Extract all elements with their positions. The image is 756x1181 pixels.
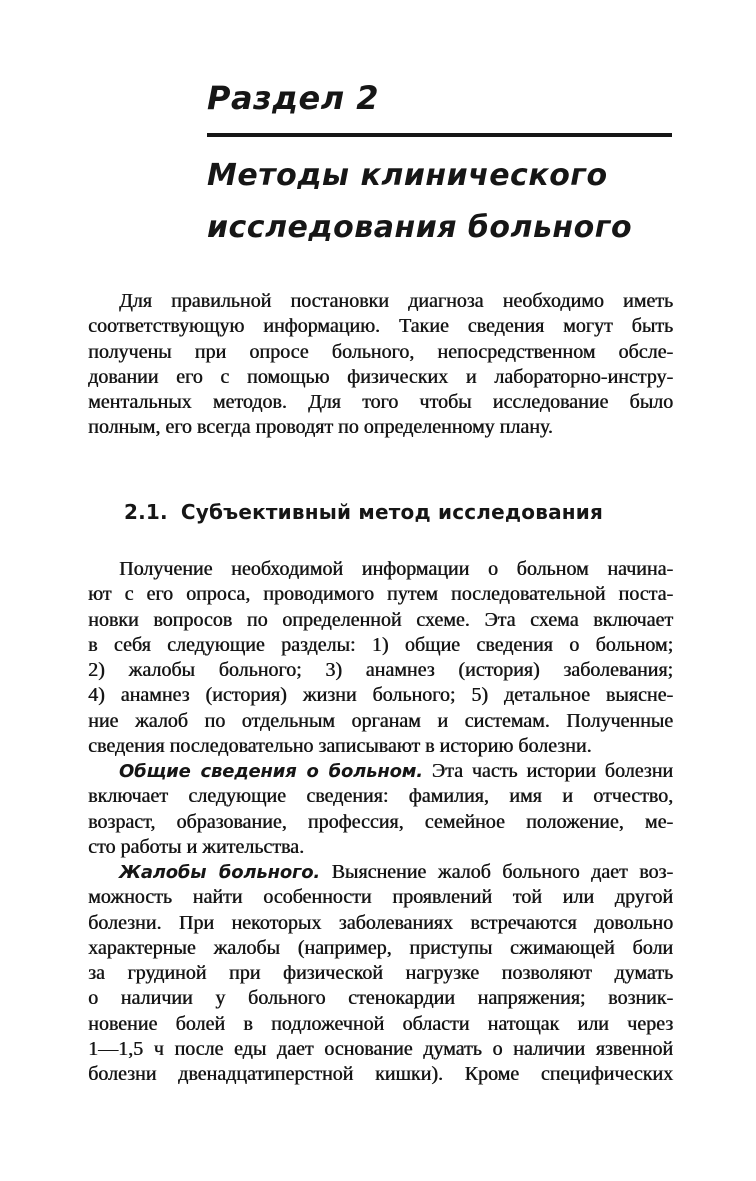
paragraph-lead-label: Общие сведения о больном. — [119, 761, 423, 782]
text-line: ют с его опроса, проводимого путем последовательной поста- — [88, 583, 673, 606]
section-heading — [124, 500, 603, 524]
text-line: новение болей в подложечной области натощак или через — [88, 1012, 673, 1035]
text-line: Общие сведения о больном. Эта часть истории болезни — [119, 760, 673, 782]
text-line: ментальных методов. Для того чтобы исследование было — [88, 391, 673, 414]
section-number: 2.1. — [124, 500, 168, 524]
text-line: полным, его всегда проводят по определенному плану. — [88, 416, 553, 439]
text-line: 2) жалобы больного; 3) анамнез (история) заболевания; — [88, 659, 673, 682]
paragraph-intro — [88, 289, 673, 441]
text-line: соответствующую информацию. Такие сведения могут быть — [88, 315, 673, 338]
text-line: включает следующие сведения: фамилия, имя и отчество, — [88, 785, 673, 808]
text-line: ние жалоб по отдельным органам и системам. Полученные — [88, 709, 673, 732]
text-line: характерные жалобы (например, приступы сжимающей боли — [88, 936, 673, 959]
chapter-title-line1: Методы клинического — [207, 158, 608, 193]
paragraph-scheme — [88, 557, 673, 759]
text-line: довании его с помощью физических и лабораторно-инстру- — [88, 365, 673, 388]
text-line: в себя следующие разделы: 1) общие сведения о больном; — [88, 633, 673, 656]
text-line: 1—1,5 ч после еды дает основание думать о наличии язвенной — [88, 1038, 673, 1061]
text-line: 4) анамнез (история) жизни больного; 5) детальное выясне- — [88, 684, 673, 707]
text-line: о наличии у больного стенокардии напряжения; возник- — [88, 987, 673, 1010]
paragraph-lead-label: Жалобы больного. — [119, 862, 321, 883]
chapter-title — [207, 150, 687, 254]
text-line: Жалобы больного. Выяснение жалоб больного дает воз- — [119, 861, 673, 883]
paragraph-complaints — [88, 860, 673, 1088]
chapter-label: Раздел 2 — [207, 79, 380, 117]
chapter-title-line2: исследования больного — [207, 210, 633, 245]
text-line: сто работы и жительства. — [88, 835, 304, 858]
chapter-divider-rule — [207, 133, 672, 137]
text-line: болезни двенадцатиперстной кишки). Кроме специфических — [88, 1063, 673, 1086]
section-title: Субъективный метод исследования — [180, 500, 604, 524]
text-line: за грудиной при физической нагрузке позволяют думать — [88, 962, 673, 985]
text-line: болезни. При некоторых заболеваниях встречаются довольно — [88, 911, 673, 934]
text-line: новки вопросов по определенной схеме. Эта схема включает — [88, 608, 673, 631]
text-line: можность найти особенности проявлений той или другой — [88, 886, 673, 909]
text-line: возраст, образование, профессия, семейное положение, ме- — [88, 810, 673, 833]
paragraph-general-info — [88, 759, 673, 860]
text-line: Получение необходимой информации о больном начина- — [119, 558, 673, 580]
text-line: сведения последовательно записывают в историю болезни. — [88, 735, 592, 758]
text-line: получены при опросе больного, непосредственном обсле- — [88, 340, 673, 363]
text-line: Для правильной постановки диагноза необходимо иметь — [119, 290, 673, 312]
